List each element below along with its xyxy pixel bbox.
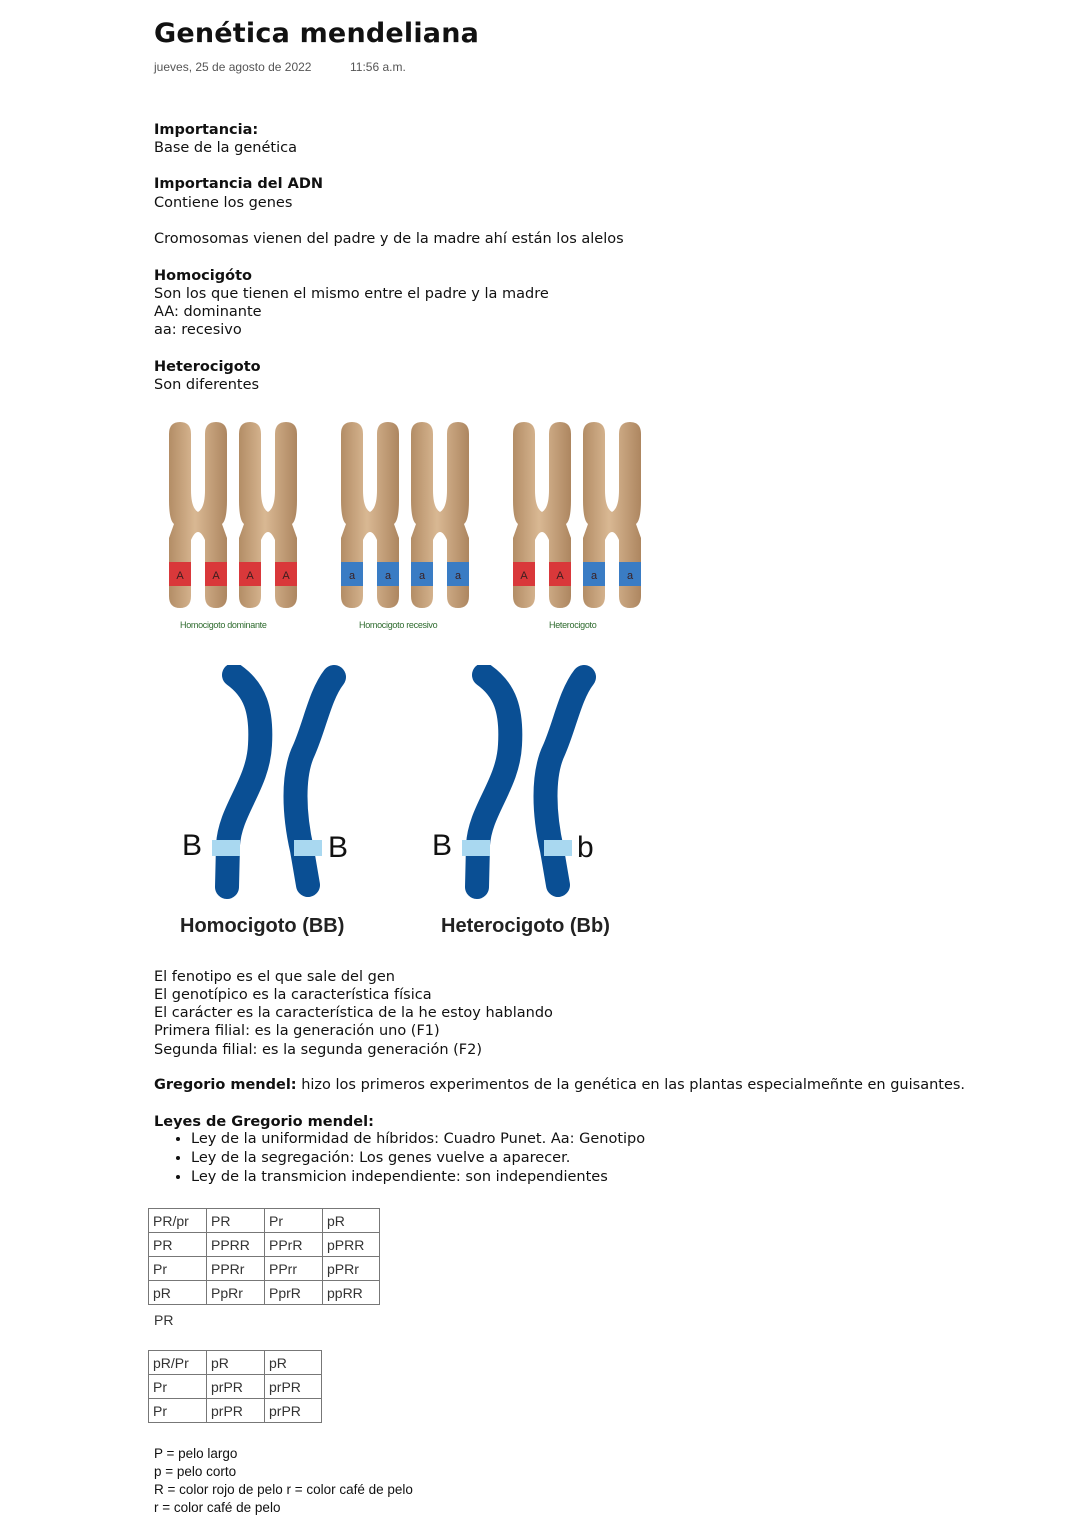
allele-letter: A — [212, 570, 220, 582]
allele-band-right-2 — [544, 840, 572, 856]
heterocigoto-text: Son diferentes — [154, 377, 260, 393]
table-cell: prPR — [207, 1399, 265, 1423]
allele-letter: A — [520, 570, 528, 582]
allele-right-2: b — [577, 831, 594, 864]
table-cell: PPRR — [207, 1233, 265, 1257]
punnett-table-2 — [148, 1350, 322, 1423]
definition-line: Primera filial: es la generación uno (F1) — [154, 1023, 440, 1039]
allele-band-left-1 — [212, 840, 240, 856]
allele-letter: A — [246, 570, 254, 582]
mendel-text: hizo los primeros experimentos de la genética en las plantas especialmeñnte en guisantes. — [296, 1077, 966, 1093]
allele-band-right-1 — [462, 840, 490, 856]
label-homocigoto-dominante: Homocigoto dominante — [180, 620, 267, 630]
laws-heading: Leyes de Gregorio mendel: — [154, 1114, 374, 1130]
label-heterocigoto: Heterocigoto — [549, 620, 597, 630]
definition-line: El carácter es la característica de la he estoy hablando — [154, 1005, 553, 1021]
legend-line: R = color rojo de pelo r = color café de pelo — [154, 1482, 413, 1497]
allele-left-1: B — [182, 829, 203, 862]
allele-letter: a — [418, 570, 426, 582]
definition-line: El genotípico es la característica física — [154, 987, 432, 1003]
punnett-table-1 — [148, 1208, 380, 1305]
table-cell: PprR — [265, 1281, 323, 1305]
importancia-text: Base de la genética — [154, 140, 297, 156]
table-cell: Pr — [149, 1257, 207, 1281]
definition-line: El fenotipo es el que sale del gen — [154, 969, 395, 985]
list-item: • Ley de la uniformidad de híbridos: Cuadro Punet. Aa: Genotipo — [191, 1130, 645, 1149]
table-cell: PPRr — [207, 1257, 265, 1281]
laws-list — [166, 1130, 645, 1187]
table-row — [149, 1257, 380, 1281]
table-cell: PR — [149, 1233, 207, 1257]
allele-letter: A — [176, 570, 184, 582]
table-cell: pR — [323, 1209, 380, 1233]
homocigoto-heading: Homocigóto — [154, 268, 252, 284]
table-cell: Pr — [265, 1209, 323, 1233]
mendel-paragraph — [154, 1076, 965, 1094]
caption-heterocigoto: Heterocigoto (Bb) — [441, 915, 610, 937]
caption-homocigoto: Homocigoto (BB) — [180, 915, 345, 937]
table1-note: PR — [154, 1312, 174, 1328]
legend-line: P = pelo largo — [154, 1446, 238, 1461]
homocigoto-line-2: AA: dominante — [154, 304, 262, 320]
heterocigoto-heading: Heterocigoto — [154, 359, 261, 375]
list-item: • Ley de la segregación: Los genes vuelve a aparecer. — [191, 1149, 645, 1168]
table-row — [149, 1399, 322, 1423]
table-cell: PPrR — [265, 1233, 323, 1257]
allele-letter: a — [348, 570, 356, 582]
cromosomas-text: Cromosomas vienen del padre y de la madre ahí están los alelos — [154, 231, 624, 247]
definition-line: Segunda filial: es la segunda generación (F2) — [154, 1042, 483, 1058]
table-cell: PPrr — [265, 1257, 323, 1281]
table-cell: pR — [149, 1281, 207, 1305]
page-date: jueves, 25 de agosto de 2022 — [154, 60, 312, 74]
table-cell: prPR — [265, 1375, 322, 1399]
table-row — [149, 1281, 380, 1305]
chromosome-figure — [160, 420, 650, 620]
allele-letter: a — [384, 570, 392, 582]
table-cell: Pr — [149, 1399, 207, 1423]
table-row — [149, 1233, 380, 1257]
adn-text: Contiene los genes — [154, 195, 293, 211]
table-cell: PpRr — [207, 1281, 265, 1305]
page-time: 11:56 a.m. — [350, 60, 406, 74]
homocigoto-line-3: aa: recesivo — [154, 322, 242, 338]
allele-letter: A — [282, 570, 290, 582]
table-cell: pR — [207, 1351, 265, 1375]
table-row — [149, 1375, 322, 1399]
table-cell: ppRR — [323, 1281, 380, 1305]
mendel-name: Gregorio mendel: — [154, 1077, 297, 1093]
table-row — [149, 1209, 380, 1233]
allele-letter: A — [556, 570, 564, 582]
table-cell: prPR — [265, 1399, 322, 1423]
allele-left-2: B — [328, 831, 349, 864]
table-cell: pR/Pr — [149, 1351, 207, 1375]
table-cell: Pr — [149, 1375, 207, 1399]
chromatid-figure — [200, 665, 620, 905]
table-cell: pPRR — [323, 1233, 380, 1257]
allele-letter: a — [590, 570, 598, 582]
table-cell: prPR — [207, 1375, 265, 1399]
adn-heading: Importancia del ADN — [154, 176, 324, 192]
allele-letter: a — [626, 570, 634, 582]
table-row — [149, 1351, 322, 1375]
allele-letter: a — [454, 570, 462, 582]
table-cell: pPRr — [323, 1257, 380, 1281]
allele-band-left-2 — [294, 840, 322, 856]
legend-line: p = pelo corto — [154, 1464, 237, 1479]
table-cell: pR — [265, 1351, 322, 1375]
page-title: Genética mendeliana — [154, 18, 480, 49]
importancia-heading: Importancia: — [154, 122, 259, 138]
legend-line: r = color café de pelo — [154, 1500, 281, 1515]
table-cell: PR — [207, 1209, 265, 1233]
table-cell: PR/pr — [149, 1209, 207, 1233]
list-item: • Ley de la transmicion independiente: son independientes — [191, 1168, 645, 1187]
homocigoto-line-1: Son los que tienen el mismo entre el padre y la madre — [154, 286, 549, 302]
allele-right-1: B — [432, 829, 453, 862]
label-homocigoto-recesivo: Homocigoto recesivo — [359, 620, 438, 630]
